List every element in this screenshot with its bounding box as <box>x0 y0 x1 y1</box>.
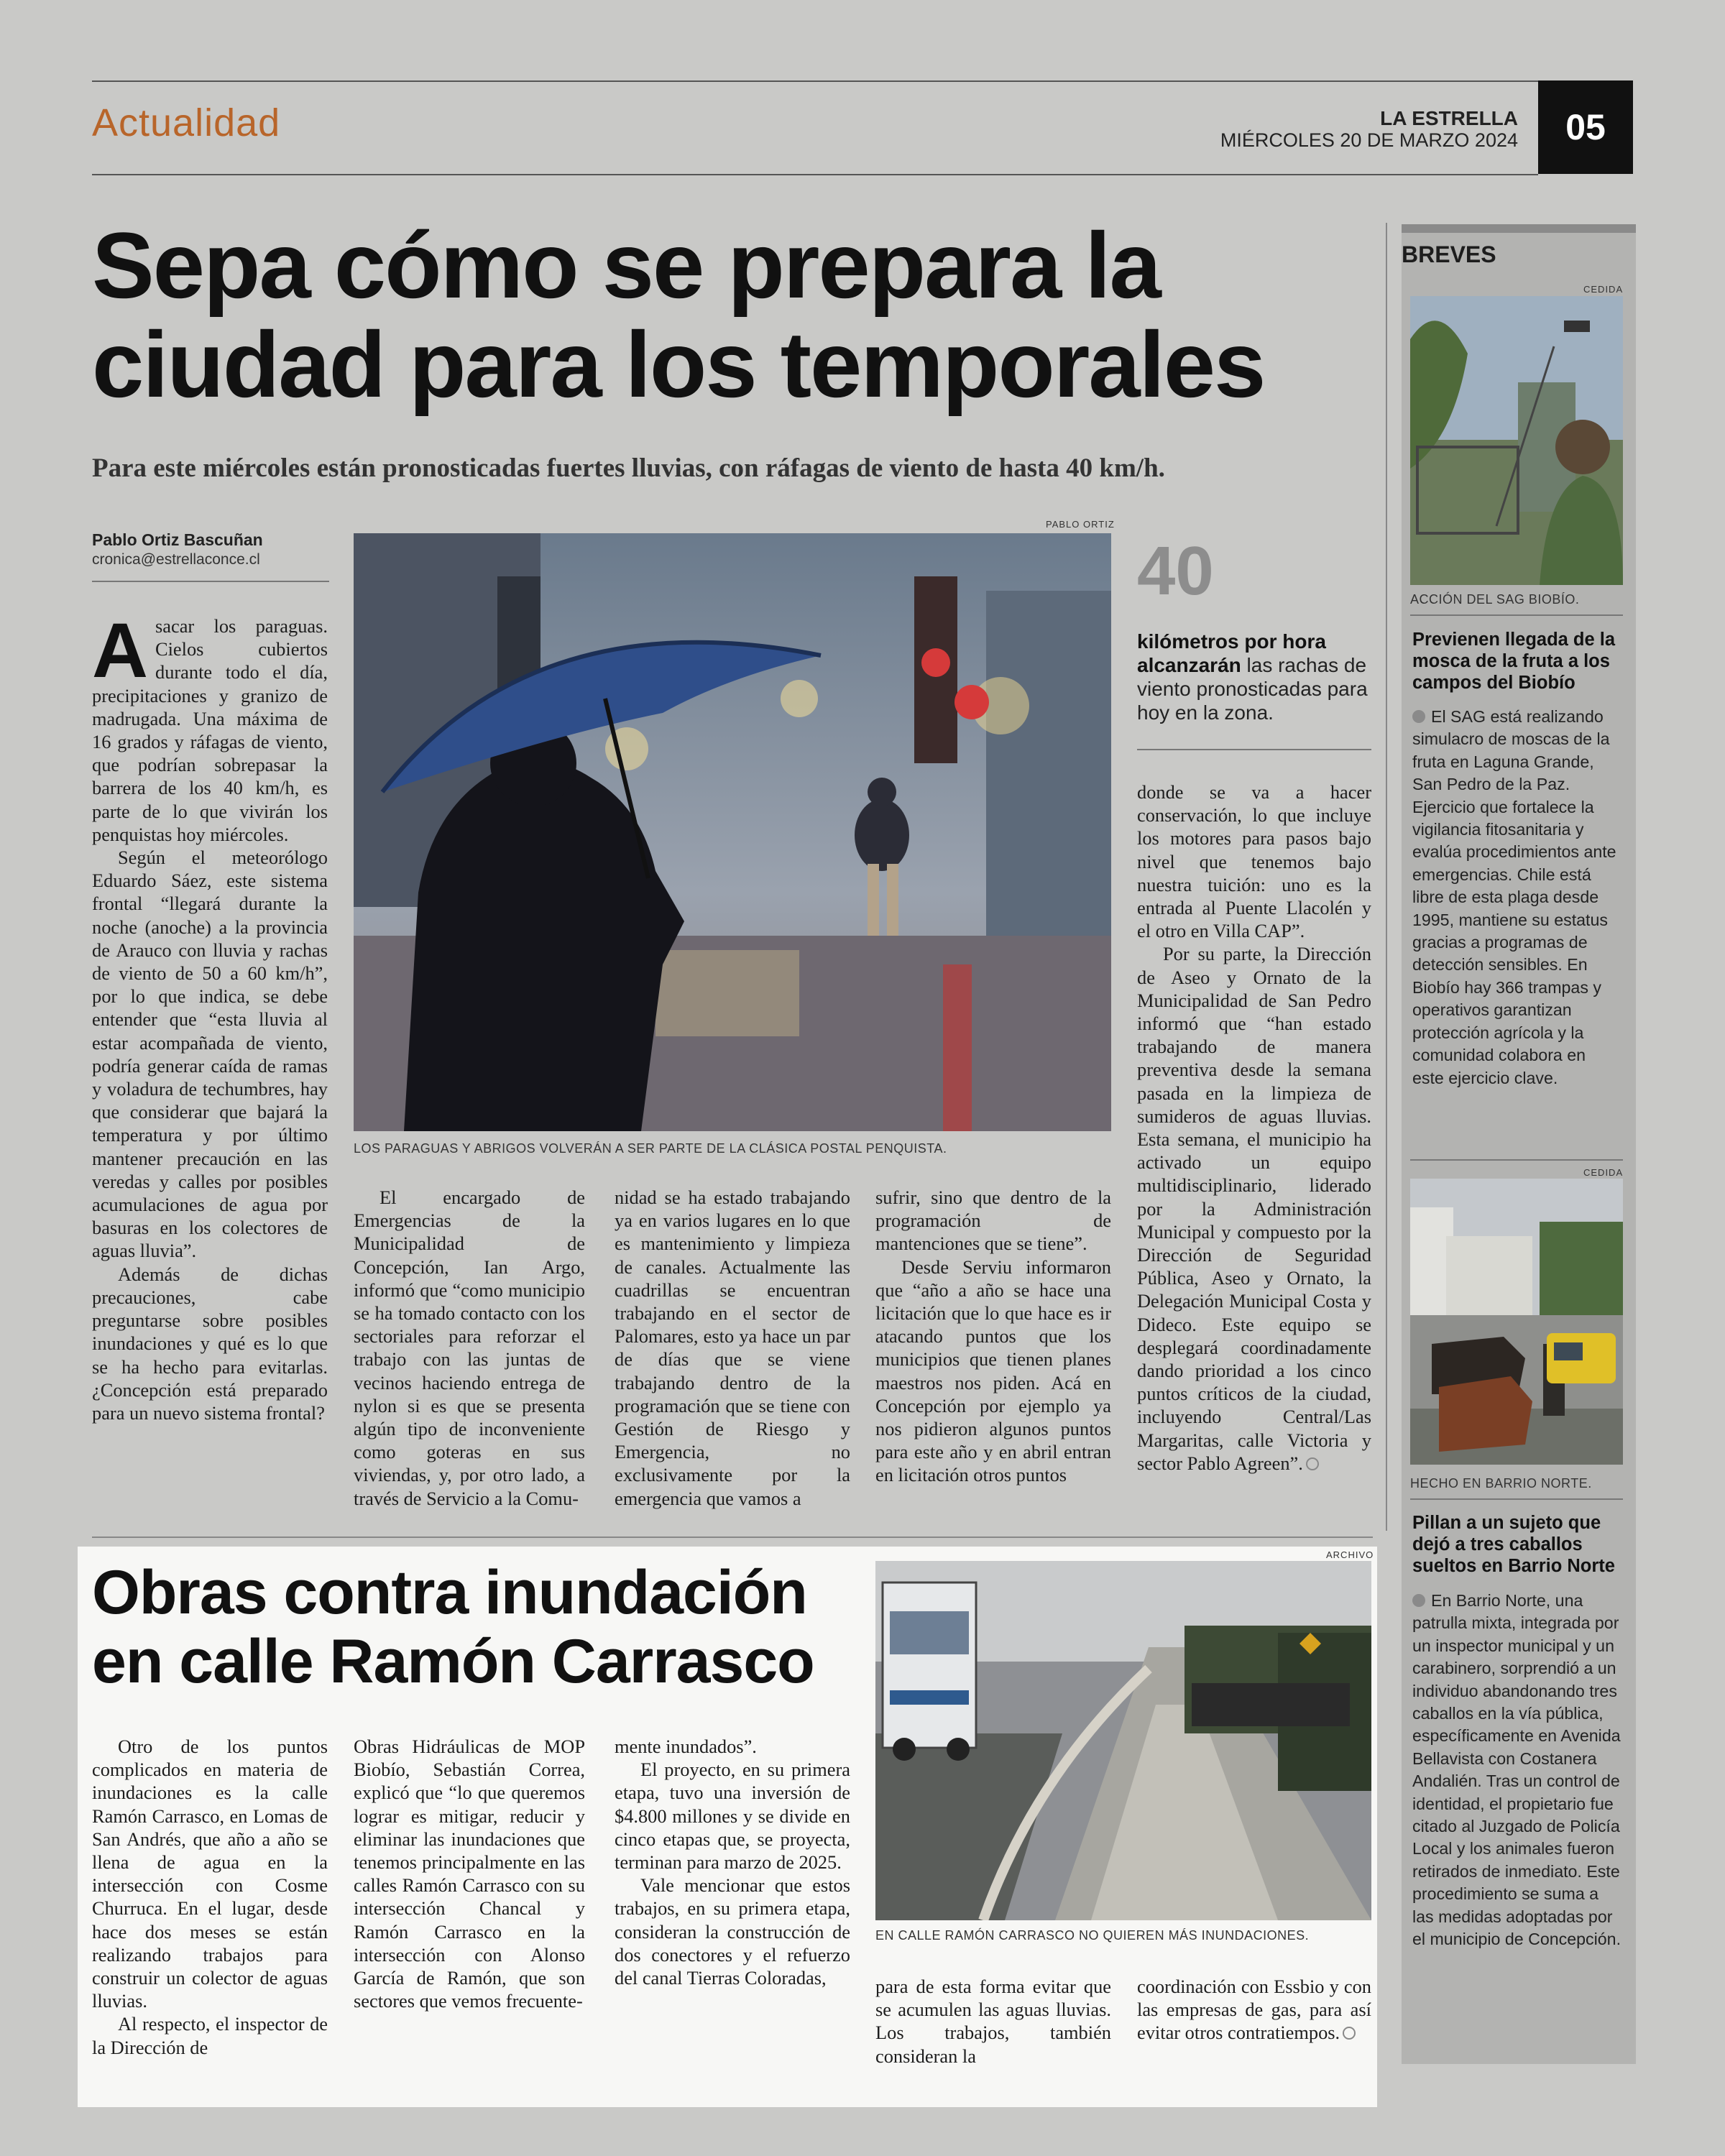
main-deck: Para este miércoles están pronosticadas fuertes lluvias, con ráfagas de viento de hasta 40 km/h. <box>92 453 1165 483</box>
brief1-photo-credit: CEDIDA <box>1583 284 1624 295</box>
lower-col5-text: coordinación con Essbio y con las empresas de gas, para así evitar otros contratiempos. <box>1137 1976 1371 2044</box>
lower-photo-caption: EN CALLE RAMÓN CARRASCO NO QUIEREN MÁS INUNDACIONES. <box>875 1928 1310 1943</box>
main-col5-p1: donde se va a hacer conservación, lo que incluye los motores para pasos bajo nivel que tenemos bajo nuestra tuición: uno es la entrada al Puente Llacolén y el otro en Villa CAP”. <box>1137 781 1371 942</box>
byline <box>92 530 329 568</box>
main-photo-credit: PABLO ORTIZ <box>1046 519 1115 530</box>
lower-col-5 <box>1137 1975 1371 2045</box>
brief1-photo-sag <box>1410 296 1623 585</box>
main-headline: Sepa cómo se prepara la ciudad para los temporales <box>92 213 1265 417</box>
dropcap: A <box>92 607 148 694</box>
top-rule <box>92 80 1538 82</box>
main-col4-p1: sufrir, sino que dentro de la programación de mantenciones que se tiene”. <box>875 1187 1111 1255</box>
brief2-photo-horses <box>1410 1179 1623 1465</box>
lower-col-2 <box>354 1735 585 2012</box>
sidebar-left-rule <box>1386 223 1387 1531</box>
bullet-icon <box>1412 710 1425 723</box>
main-col5-p2 <box>1137 942 1371 1475</box>
author-name: Pablo Ortiz Bascuñan <box>92 530 263 549</box>
author-email: cronica@estrellaconce.cl <box>92 551 260 568</box>
byline-rule <box>92 581 329 582</box>
stat-rest: las rachas de viento pronosticadas para hoy en la zona. <box>1137 654 1368 724</box>
stat-bold: kilómetros por hora alcanzarán <box>1137 630 1326 676</box>
bullet-icon <box>1412 1594 1425 1607</box>
lower-col3-p1: El proyecto, en su primera etapa, tuvo una inversión de $4.800 millones y se divide en cinco etapas que, se proyecta, terminan para marzo de 2025. <box>615 1759 850 1874</box>
sidebar-mid-rule <box>1410 1159 1623 1161</box>
masthead <box>1220 108 1518 151</box>
lower-col1-p2: Al respecto, el inspector de la Dirección de <box>92 2013 328 2058</box>
main-col1-p1-text: sacar los paraguas. Cielos cubiertos durante todo el día, precipitaciones y granizo de madrugada. Una máxima de 16 grados y ráfagas de viento, que podrían sobrepasar la barrera de los 40 km/h, es parte de lo que vivirán los penquistas hoy miércoles. <box>92 615 328 845</box>
brief1-body-text: El SAG está realizando simulacro de moscas de la fruta en Laguna Grande, San Pedro de la Paz. Ejercicio que fortalece la vigilancia fitosanitaria y evalúa procedimientos ante emergencias. Chile está libre de esta plaga desde 1995, mantiene su estatus gracias a programas de detección sensibles. En Biobío hay 366 trampas y operativos garantizan protección agrícola y la comunidad colabora en este ejercicio clave. <box>1412 707 1616 1087</box>
brief1-body <box>1412 706 1621 1089</box>
lower-col2-p1: Obras Hidráulicas de MOP Biobío, Sebastián Correa, explicó que “lo que queremos lograr es mitigar, reducir y eliminar las inundaciones que tenemos principalmente en las calles Ramón Carrasco con su intersección Chancal y Ramón Carrasco en la intersección con Alonso García de Ramón, que son sectores que vemos frecuente- <box>354 1736 585 2012</box>
brief2-headline: Pillan a un sujeto que dejó a tres caballos sueltos en Barrio Norte <box>1412 1513 1615 1576</box>
lower-col1-p1: Otro de los puntos complicados en materia de inundaciones es la calle Ramón Carrasco, en Lomas de San Andrés, que año a año se llena de agua en la intersección con Cosme Churruca. En el lugar, desde hace dos meses se están realizando trabajos para construir un colector de aguas lluvias. <box>92 1736 328 2012</box>
stat-text <box>1137 630 1374 724</box>
brief2-body <box>1412 1590 1621 1951</box>
brief2-caption-rule <box>1410 1498 1623 1500</box>
main-col4-p2: Desde Serviu informaron que “año a año se hace una licitación que lo que hace es ir atacando puntos que los municipios que tienen planes maestros nos piden. Acá en Concepción por ejemplo ya nos pidieron algunos puntos para este año y en abril entran en licitación otros puntos <box>875 1256 1111 1486</box>
lower-col4-p1: para de esta forma evitar que se acumulen las aguas lluvias. Los trabajos, también consideran la <box>875 1976 1111 2067</box>
section-label: Actualidad <box>92 101 281 144</box>
main-photo-rainy-street <box>354 533 1111 1131</box>
sidebar-top-rule <box>1402 224 1636 233</box>
main-col1-p3: Además de dichas precauciones, cabe preguntarse sobre posibles inundaciones y qué es lo que se ha hecho para evitarlas. ¿Concepción está preparado para un nuevo sistema frontal? <box>92 1263 328 1424</box>
lower-col-3 <box>615 1735 850 1989</box>
main-col3-p1: nidad se ha estado trabajando ya en varios lugares en lo que es mantenimiento y limpieza de canales. Actualmente las cuadrillas se encuentran trabajando en el sector de Palomares, esto ya hace un par de días que se viene trabajando dentro de la programación que se tiene con Gestión de Riesgo y Emergencia, no exclusivamente por la emergencia que vamos a <box>615 1187 850 1509</box>
end-mark-icon <box>1343 2027 1356 2040</box>
issue-date: MIÉRCOLES 20 DE MARZO 2024 <box>1220 129 1518 151</box>
brief2-caption: HECHO EN BARRIO NORTE. <box>1410 1476 1592 1491</box>
newspaper-name: LA ESTRELLA <box>1380 107 1518 129</box>
main-col5-p2-text: Por su parte, la Dirección de Aseo y Ornato de la Municipalidad de San Pedro informó que “han estado trabajando de manera preventiva desde la semana pasada en la limpieza de sumideros de aguas lluvias. Esta semana, el municipio ha activado un equipo multidisciplinario, liderado por la Administración Municipal y compuesto por la Dirección de Seguridad Pública, Aseo y Ornato, la Delegación Municipal Costa y Dideco. Este equipo se desplegará coordinadamente dando prioridad a los cinco puntos críticos de la ciudad, incluyendo Central/Las Margaritas, calle Victoria y sector Pablo Agreen”. <box>1137 943 1371 1474</box>
main-col-1 <box>92 607 328 1424</box>
sidebar-title: BREVES <box>1402 241 1496 267</box>
main-photo-caption: LOS PARAGUAS Y ABRIGOS VOLVERÁN A SER PARTE DE LA CLÁSICA POSTAL PENQUISTA. <box>354 1141 947 1156</box>
story-separator <box>92 1537 1373 1538</box>
brief1-headline: Previenen llegada de la mosca de la fruta a los campos del Biobío <box>1412 630 1616 693</box>
main-col-3 <box>615 1186 850 1510</box>
main-col-5 <box>1137 780 1371 1475</box>
lower-photo-flooded-street <box>875 1561 1371 1920</box>
stat-rule <box>1137 749 1371 750</box>
main-col1-p2: Según el meteorólogo Eduardo Sáez, este sistema frontal “llegará durante la noche (anoche) a la provincia de Arauco con lluvia y rachas de viento de 50 a 60 km/h”, por lo que indica, se debe entender que “esta lluvia al estar acompañada de viento, podría generar caída de ramas y voladura de techumbres, hay que considerar que bajará la temperatura y por último mantener precaución en las veredas y calles por posibles acumulaciones de agua por basuras en los colectores de aguas lluvia”. <box>92 847 328 1262</box>
brief1-caption-rule <box>1410 614 1623 616</box>
lower-photo-credit: ARCHIVO <box>1326 1549 1374 1560</box>
main-col-4 <box>875 1186 1111 1487</box>
stat-number: 40 <box>1137 533 1214 609</box>
main-col2-p1: El encargado de Emergencias de la Municipalidad de Concepción, Ian Argo, informó que “como municipio se ha tomado contacto con los sectoriales para reforzar el trabajo con las juntas de vecinos haciendo entrega de nylon si es que se presenta algún tipo de inconveniente como goteras en sus viviendas, y, por otro lado, a través de Servicio a la Comu- <box>354 1187 585 1509</box>
lower-col-4 <box>875 1975 1111 2068</box>
header-bottom-rule <box>92 174 1538 175</box>
lower-headline: Obras contra inundación en calle Ramón Carrasco <box>92 1558 814 1696</box>
brief2-photo-credit: CEDIDA <box>1583 1167 1624 1178</box>
main-col-2 <box>354 1186 585 1510</box>
brief1-caption: ACCIÓN DEL SAG BIOBÍO. <box>1410 592 1580 607</box>
brief2-body-text: En Barrio Norte, una patrulla mixta, integrada por un inspector municipal y un carabinero, sorprendió a un individuo abandonando tres caballos en la vía pública, específicamente en Avenida Bellavista con Costanera Andalién. Tras un control de identidad, el propietario fue citado al Juzgado de Policía Local y los animales fueron retirados de inmediato. Este procedimiento se suma a las medidas adoptadas por el municipio de Concepción. <box>1412 1591 1622 1949</box>
page-number: 05 <box>1538 80 1633 174</box>
lower-col-1 <box>92 1735 328 2059</box>
end-mark-icon <box>1306 1457 1319 1470</box>
lower-col3-p2: Vale mencionar que estos trabajos, en su primera etapa, consideran la construcción de dos conectores y el refuerzo del canal Tierras Coloradas, <box>615 1874 850 1989</box>
lower-col3-p0: mente inundados”. <box>615 1736 757 1757</box>
main-col1-p1 <box>92 607 328 846</box>
lower-col5-p1 <box>1137 1975 1371 2045</box>
